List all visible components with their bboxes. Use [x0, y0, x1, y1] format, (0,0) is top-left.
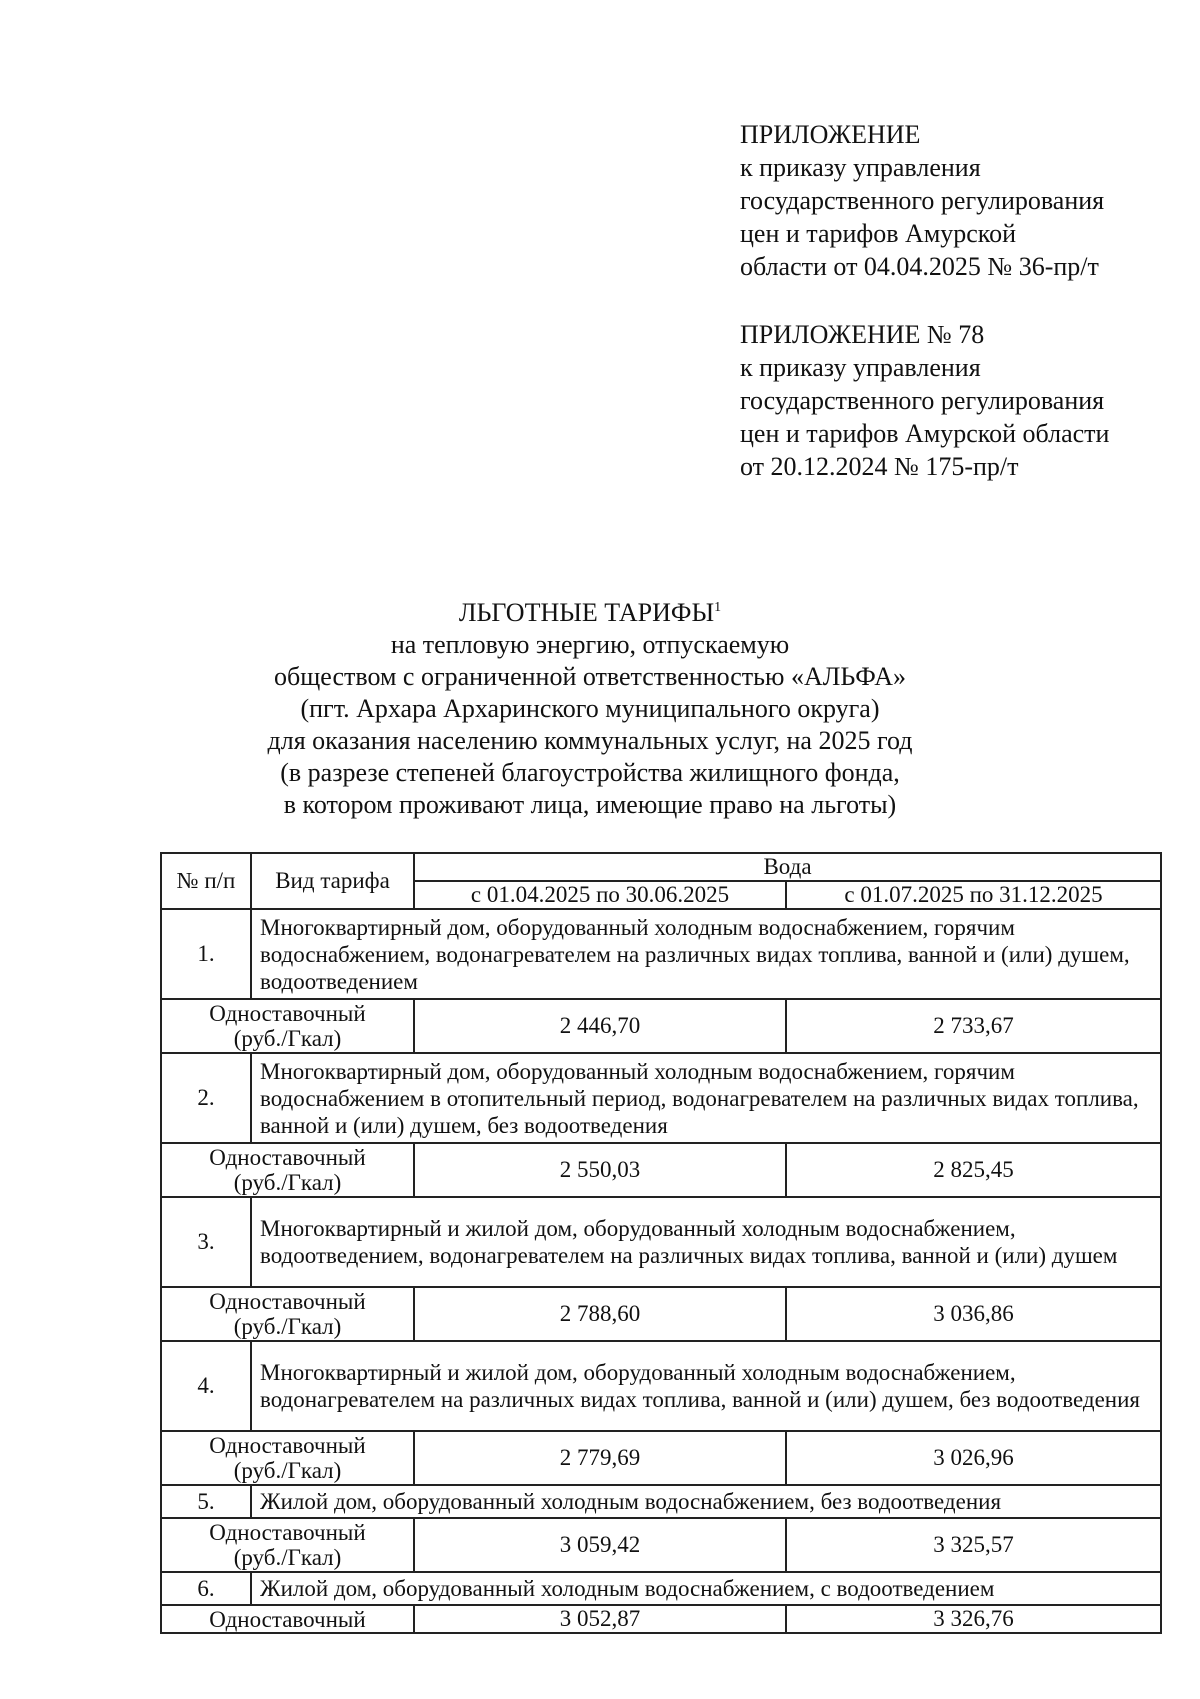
attachment-2-line: государственного регулирования	[740, 386, 1105, 415]
tariff-type: Одноставочный	[209, 1520, 366, 1545]
attachment-block-1	[740, 118, 1180, 283]
attachment-1-line: к приказу управления	[740, 153, 981, 182]
tariff-unit: (руб./Гкал)	[233, 1545, 342, 1570]
tariff-value-period-2: 3 036,86	[786, 1287, 1161, 1341]
tariff-row	[161, 1143, 1161, 1197]
column-header-number: № п/п	[161, 853, 251, 909]
attachment-1-line: государственного регулирования	[740, 186, 1105, 215]
tariff-row	[161, 1431, 1161, 1485]
tariff-value-period-2: 3 325,57	[786, 1518, 1161, 1572]
tariff-value-period-1: 2 779,69	[414, 1431, 786, 1485]
heading-line: (в разрезе степеней благоустройства жилищного фонда,	[280, 758, 900, 787]
attachment-1-title: ПРИЛОЖЕНИЕ	[740, 120, 921, 149]
document-heading	[200, 592, 980, 821]
tariff-value-period-1: 3 052,87	[414, 1605, 786, 1633]
tariff-type: Одноставочный	[209, 1289, 366, 1314]
tariff-value-period-1: 2 550,03	[414, 1143, 786, 1197]
tariff-row	[161, 1605, 1161, 1633]
section-description: Жилой дом, оборудованный холодным водоснабжением, без водоотведения	[251, 1485, 1161, 1518]
section-number: 4.	[161, 1341, 251, 1431]
section-number: 1.	[161, 909, 251, 999]
tariff-type-cell	[161, 1143, 414, 1197]
section-description: Многоквартирный и жилой дом, оборудованный холодным водоснабжением, водонагревателем на различных видах топлива, ванной и (или) душем, без водоотведения	[251, 1341, 1161, 1431]
heading-line: обществом с ограниченной ответственностью «АЛЬФА»	[274, 662, 906, 691]
section-description: Многоквартирный дом, оборудованный холодным водоснабжением, горячим водоснабжением в отопительный период, водонагревателем на различных видах топлива, ванной и (или) душем, без водоотведения	[251, 1053, 1161, 1143]
heading-line: (пгт. Архара Архаринского муниципального округа)	[300, 694, 880, 723]
tariff-unit: (руб./Гкал)	[233, 1026, 342, 1051]
tariff-value-period-1: 3 059,42	[414, 1518, 786, 1572]
column-header-tariff-type: Вид тарифа	[251, 853, 414, 909]
tariff-row	[161, 999, 1161, 1053]
tariff-type-cell	[161, 1518, 414, 1572]
footnote-mark: 1	[714, 600, 722, 615]
tariff-unit: (руб./Гкал)	[233, 1314, 342, 1339]
attachment-2-line: цен и тарифов Амурской области	[740, 419, 1110, 448]
section-row	[161, 1485, 1161, 1518]
tariff-type: Одноставочный	[209, 1001, 366, 1026]
section-description: Многоквартирный дом, оборудованный холодным водоснабжением, горячим водоснабжением, водонагревателем на различных видах топлива, ванной и (или) душем, водоотведением	[251, 909, 1161, 999]
tariff-type-cell	[161, 1287, 414, 1341]
tariff-type-cell	[161, 999, 414, 1053]
attachment-2-title: ПРИЛОЖЕНИЕ № 78	[740, 320, 985, 349]
tariff-type-cell	[161, 1605, 414, 1633]
section-row	[161, 1341, 1161, 1431]
section-row	[161, 1572, 1161, 1605]
section-row	[161, 909, 1161, 999]
tariff-type-cell	[161, 1431, 414, 1485]
attachment-2-line: к приказу управления	[740, 353, 981, 382]
section-number: 6.	[161, 1572, 251, 1605]
attachment-1-line: области от 04.04.2025 № 36-пр/т	[740, 252, 1099, 281]
tariff-row	[161, 1287, 1161, 1341]
attachment-2-line: от 20.12.2024 № 175-пр/т	[740, 452, 1019, 481]
section-row	[161, 1053, 1161, 1143]
tariff-value-period-1: 2 446,70	[414, 999, 786, 1053]
section-number: 5.	[161, 1485, 251, 1518]
tariff-row	[161, 1518, 1161, 1572]
tariff-value-period-1: 2 788,60	[414, 1287, 786, 1341]
column-group-header-water: Вода	[414, 853, 1161, 881]
heading-title: ЛЬГОТНЫЕ ТАРИФЫ	[458, 598, 715, 627]
attachment-1-line: цен и тарифов Амурской	[740, 219, 1017, 248]
heading-line: в котором проживают лица, имеющие право на льготы)	[283, 790, 897, 819]
tariff-value-period-2: 2 733,67	[786, 999, 1161, 1053]
tariff-value-period-2: 3 326,76	[786, 1605, 1161, 1633]
tariffs-table	[160, 852, 1162, 1634]
section-description: Жилой дом, оборудованный холодным водоснабжением, с водоотведением	[251, 1572, 1161, 1605]
column-header-period-2: с 01.07.2025 по 31.12.2025	[786, 881, 1161, 909]
tariff-type: Одноставочный	[209, 1145, 366, 1170]
heading-title-line	[200, 592, 980, 629]
tariff-unit: (руб./Гкал)	[233, 1458, 342, 1483]
section-description: Многоквартирный и жилой дом, оборудованный холодным водоснабжением, водоотведением, водонагревателем на различных видах топлива, ванной и (или) душем	[251, 1197, 1161, 1287]
attachment-block-2	[740, 318, 1180, 483]
section-number: 2.	[161, 1053, 251, 1143]
heading-line: на тепловую энергию, отпускаемую	[390, 630, 790, 659]
heading-line: для оказания населению коммунальных услуг, на 2025 год	[267, 726, 913, 755]
tariff-type: Одноставочный	[209, 1606, 366, 1632]
section-row	[161, 1197, 1161, 1287]
section-number: 3.	[161, 1197, 251, 1287]
tariff-value-period-2: 2 825,45	[786, 1143, 1161, 1197]
tariff-unit: (руб./Гкал)	[233, 1170, 342, 1195]
column-header-period-1: с 01.04.2025 по 30.06.2025	[414, 881, 786, 909]
tariff-type: Одноставочный	[209, 1433, 366, 1458]
tariff-value-period-2: 3 026,96	[786, 1431, 1161, 1485]
